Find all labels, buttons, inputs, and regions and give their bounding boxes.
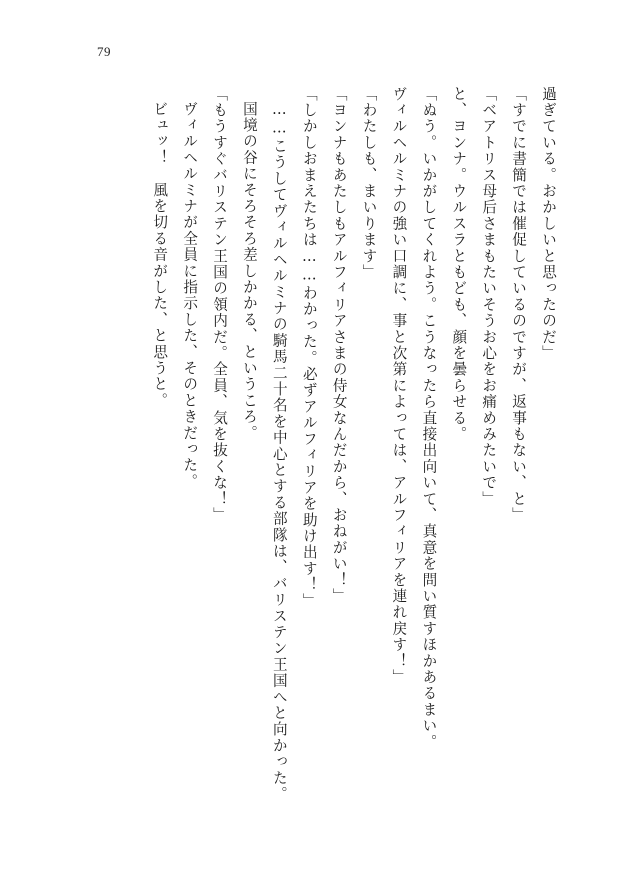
paragraph: 「ヨンナもあたしもアルフィリアさまの侍女なんだから、おねがい！」	[330, 86, 348, 605]
paragraph: 「わたしも、まいります」	[360, 86, 378, 281]
paragraph: 「しかしおまえたちは……わかった。必ずアルフィリアを助け出す！」	[300, 86, 318, 610]
paragraph: 「ベアトリス母后さまもたいそうお心をお痛めみたいで」	[480, 86, 498, 508]
paragraph: 過ぎている。おかしいと思ったのだ」	[540, 86, 557, 362]
page-number: 79	[97, 44, 111, 59]
paragraph: 「ぬう。いかがしてくれよう。こうなったら直接出向いて、真意を問い質すほかあるまい。	[420, 86, 438, 751]
paragraph: ……こうしてヴィルヘルミナの騎馬二十名を中心とする部隊は、バリステン王国へと向かった。	[270, 100, 288, 802]
paragraph: ヴィルヘルミナが全員に指示した、そのときだった。	[181, 100, 199, 490]
page-body-text	[63, 86, 563, 826]
paragraph: と、ヨンナ。ウルスラともども、顔を曇らせる。	[450, 86, 468, 443]
paragraph: 国境の谷にそろそろ差しかかる、というころ。	[240, 100, 258, 441]
paragraph: 「もうすぐバリステン王国の領内だ。全員、気を抜くな！」	[211, 86, 229, 524]
paragraph: 「すでに書簡では催促しているのですが、返事もない、と」	[510, 86, 528, 524]
paragraph: ビュッ！ 風を切る音がした、と思うと。	[151, 100, 169, 409]
paragraph: ヴィルヘルミナの強い口調に、事と次第によっては、アルフィリアを連れ戻す！」	[390, 86, 408, 686]
